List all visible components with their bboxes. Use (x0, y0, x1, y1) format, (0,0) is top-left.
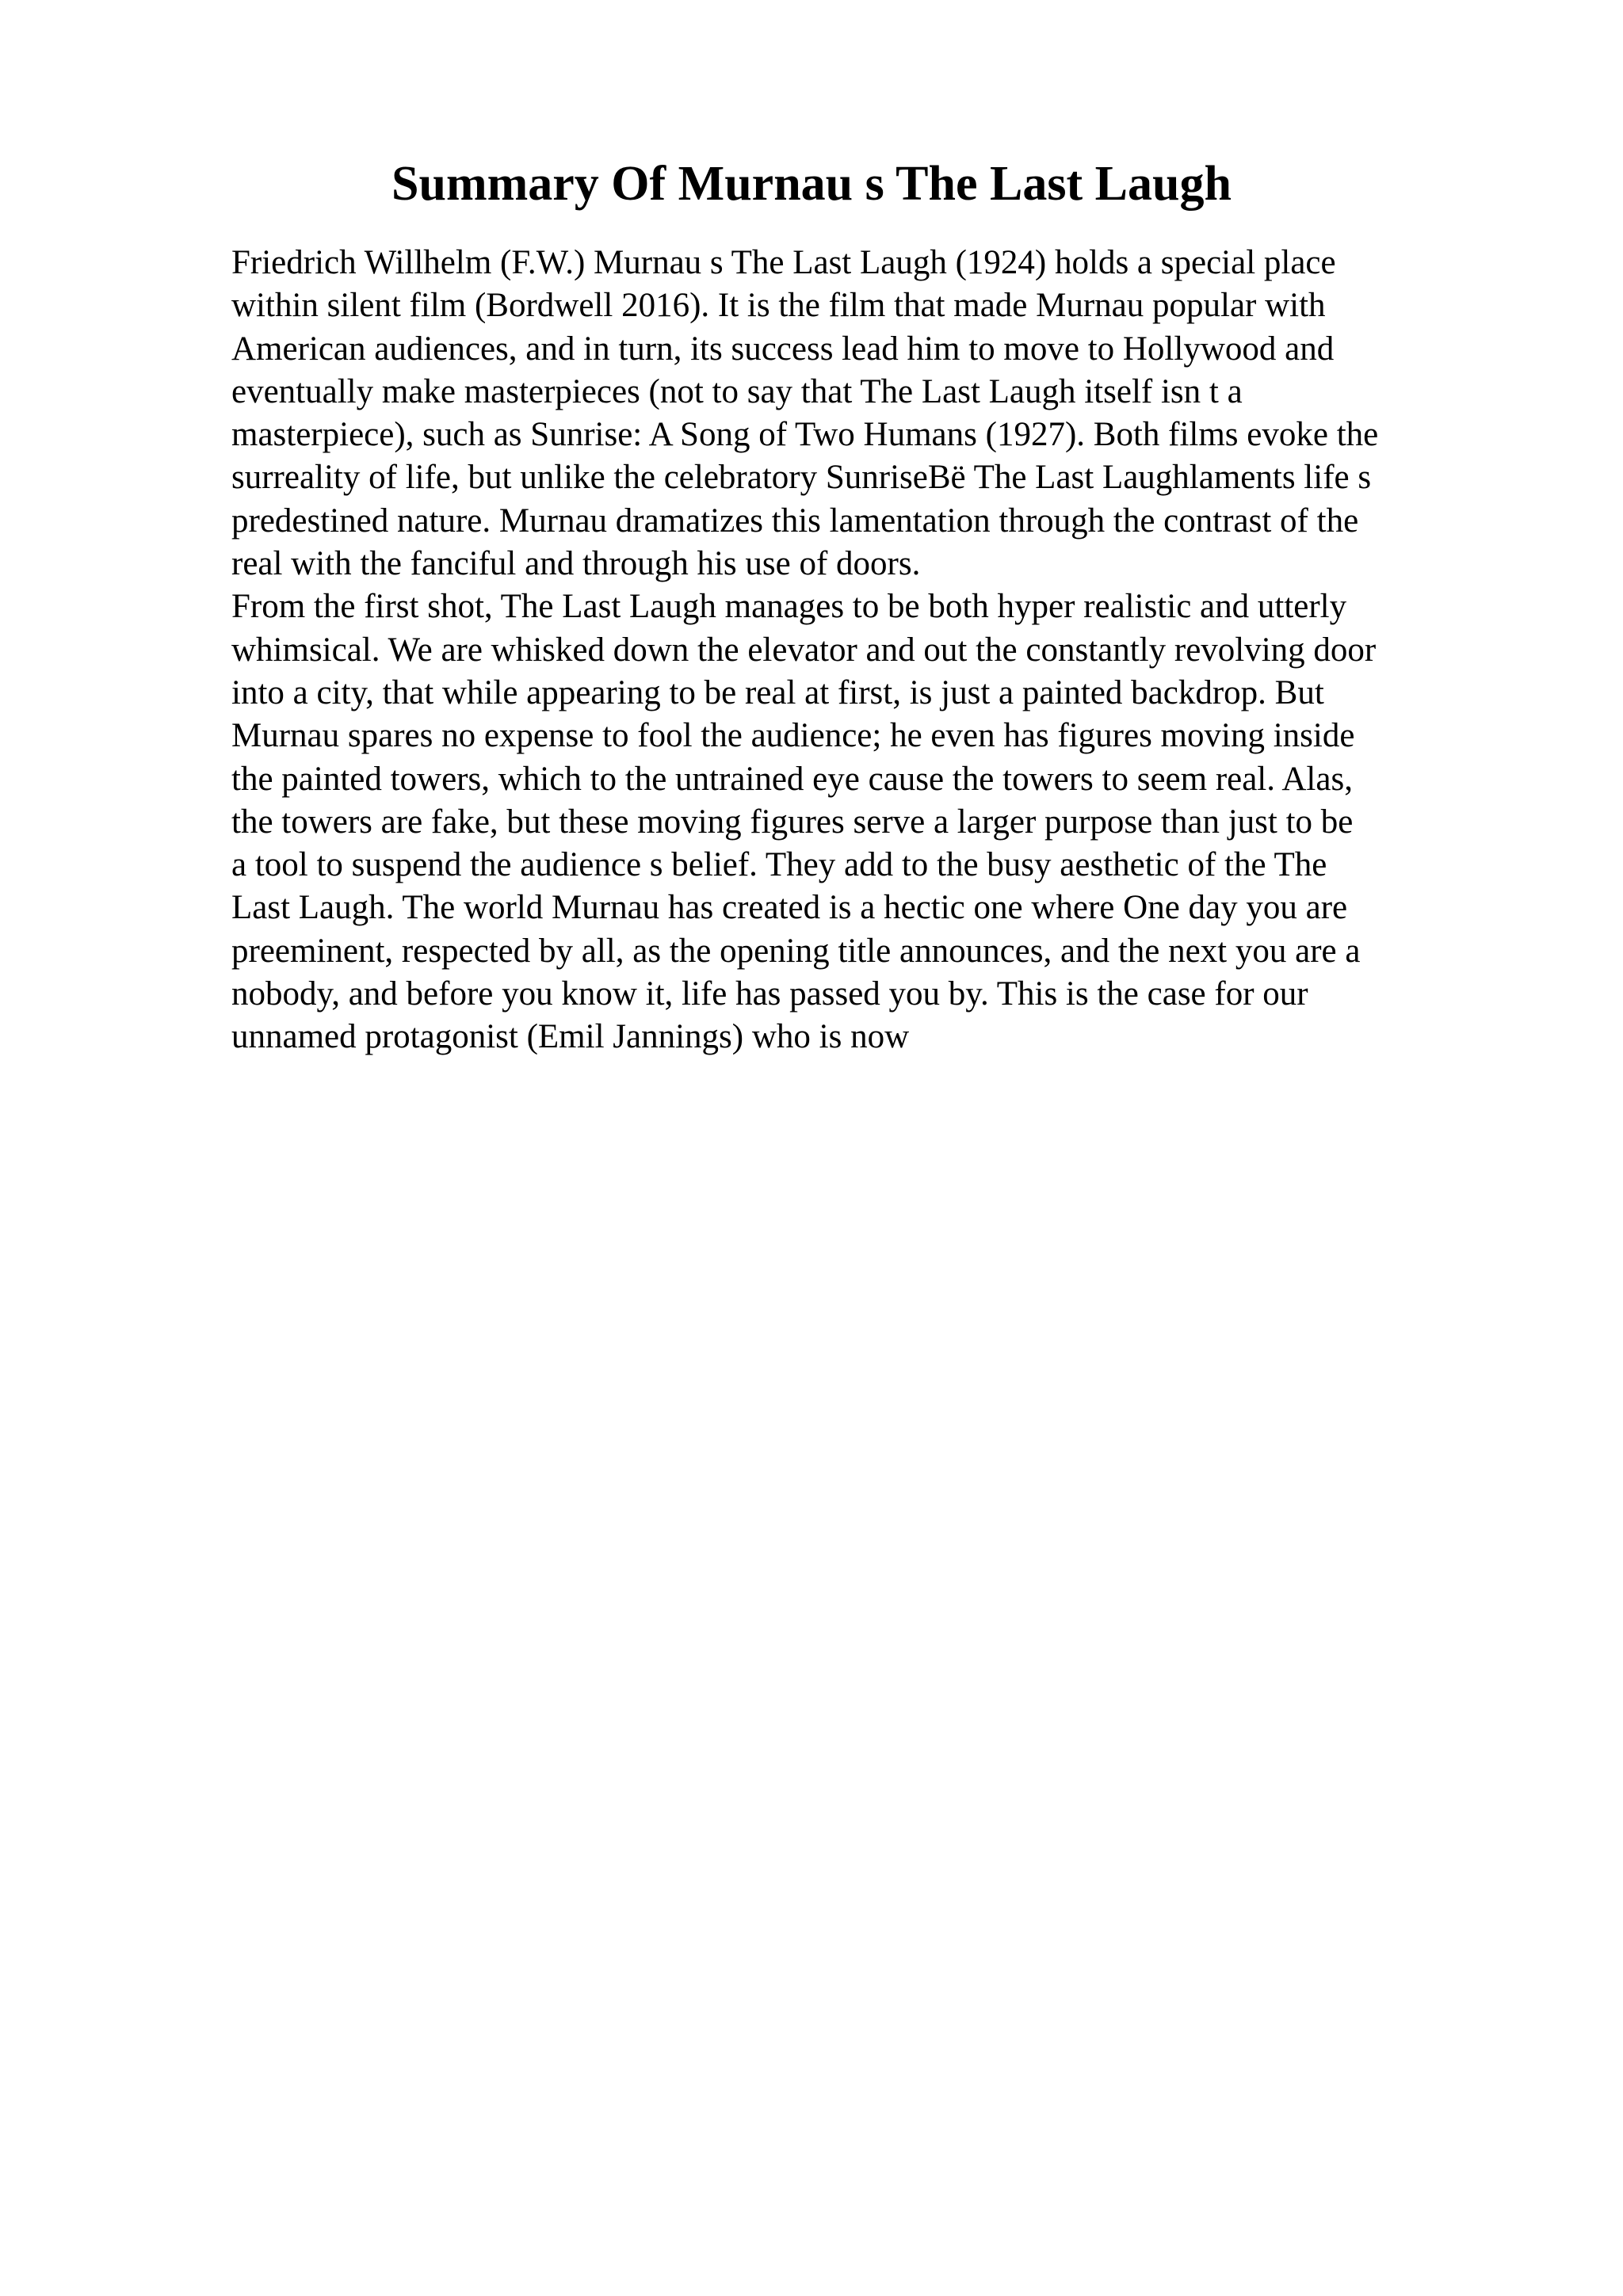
body-line: predestined nature. Murnau dramatizes this lamentation through the contrast of the (231, 502, 1359, 540)
body-line: masterpiece), such as Sunrise: A Song of Two Humans (1927). Both films evoke the (231, 416, 1379, 454)
body-line: into a city, that while appearing to be real at first, is just a painted backdrop. But (231, 673, 1324, 711)
body-line: From the first shot, The Last Laugh manages to be both hyper realistic and utterly (231, 588, 1347, 626)
body-line: real with the fanciful and through his use of doors. (231, 545, 921, 583)
body-line: within silent film (Bordwell 2016). It is the film that made Murnau popular with (231, 287, 1326, 325)
body-line: Murnau spares no expense to fool the audience; he even has figures moving inside (231, 717, 1355, 755)
body-line: surreality of life, but unlike the celebratory SunriseBë The Last Laughlaments life s (231, 459, 1372, 497)
document-title: Summary Of Murnau s The Last Laugh (391, 157, 1232, 211)
body-line: a tool to suspend the audience s belief. They add to the busy aesthetic of the The (231, 846, 1327, 884)
body-line: American audiences, and in turn, its success lead him to move to Hollywood and (231, 330, 1335, 368)
body-line: Last Laugh. The world Murnau has created is a hectic one where One day you are (231, 889, 1348, 927)
body-line: whimsical. We are whisked down the elevator and out the constantly revolving door (231, 631, 1377, 669)
document-body (231, 242, 1499, 1059)
body-line: Friedrich Willhelm (F.W.) Murnau s The Last Laugh (1924) holds a special place (231, 244, 1336, 281)
body-line: unnamed protagonist (Emil Jannings) who is now (231, 1018, 910, 1056)
body-line: nobody, and before you know it, life has passed you by. This is the case for our (231, 975, 1308, 1013)
body-line: eventually make masterpieces (not to say that The Last Laugh itself isn t a (231, 372, 1243, 410)
body-line: preeminent, respected by all, as the opening title announces, and the next you are a (231, 932, 1361, 970)
body-line: the towers are fake, but these moving figures serve a larger purpose than just to be (231, 803, 1354, 841)
body-line: the painted towers, which to the untrained eye cause the towers to seem real. Alas, (231, 760, 1353, 798)
